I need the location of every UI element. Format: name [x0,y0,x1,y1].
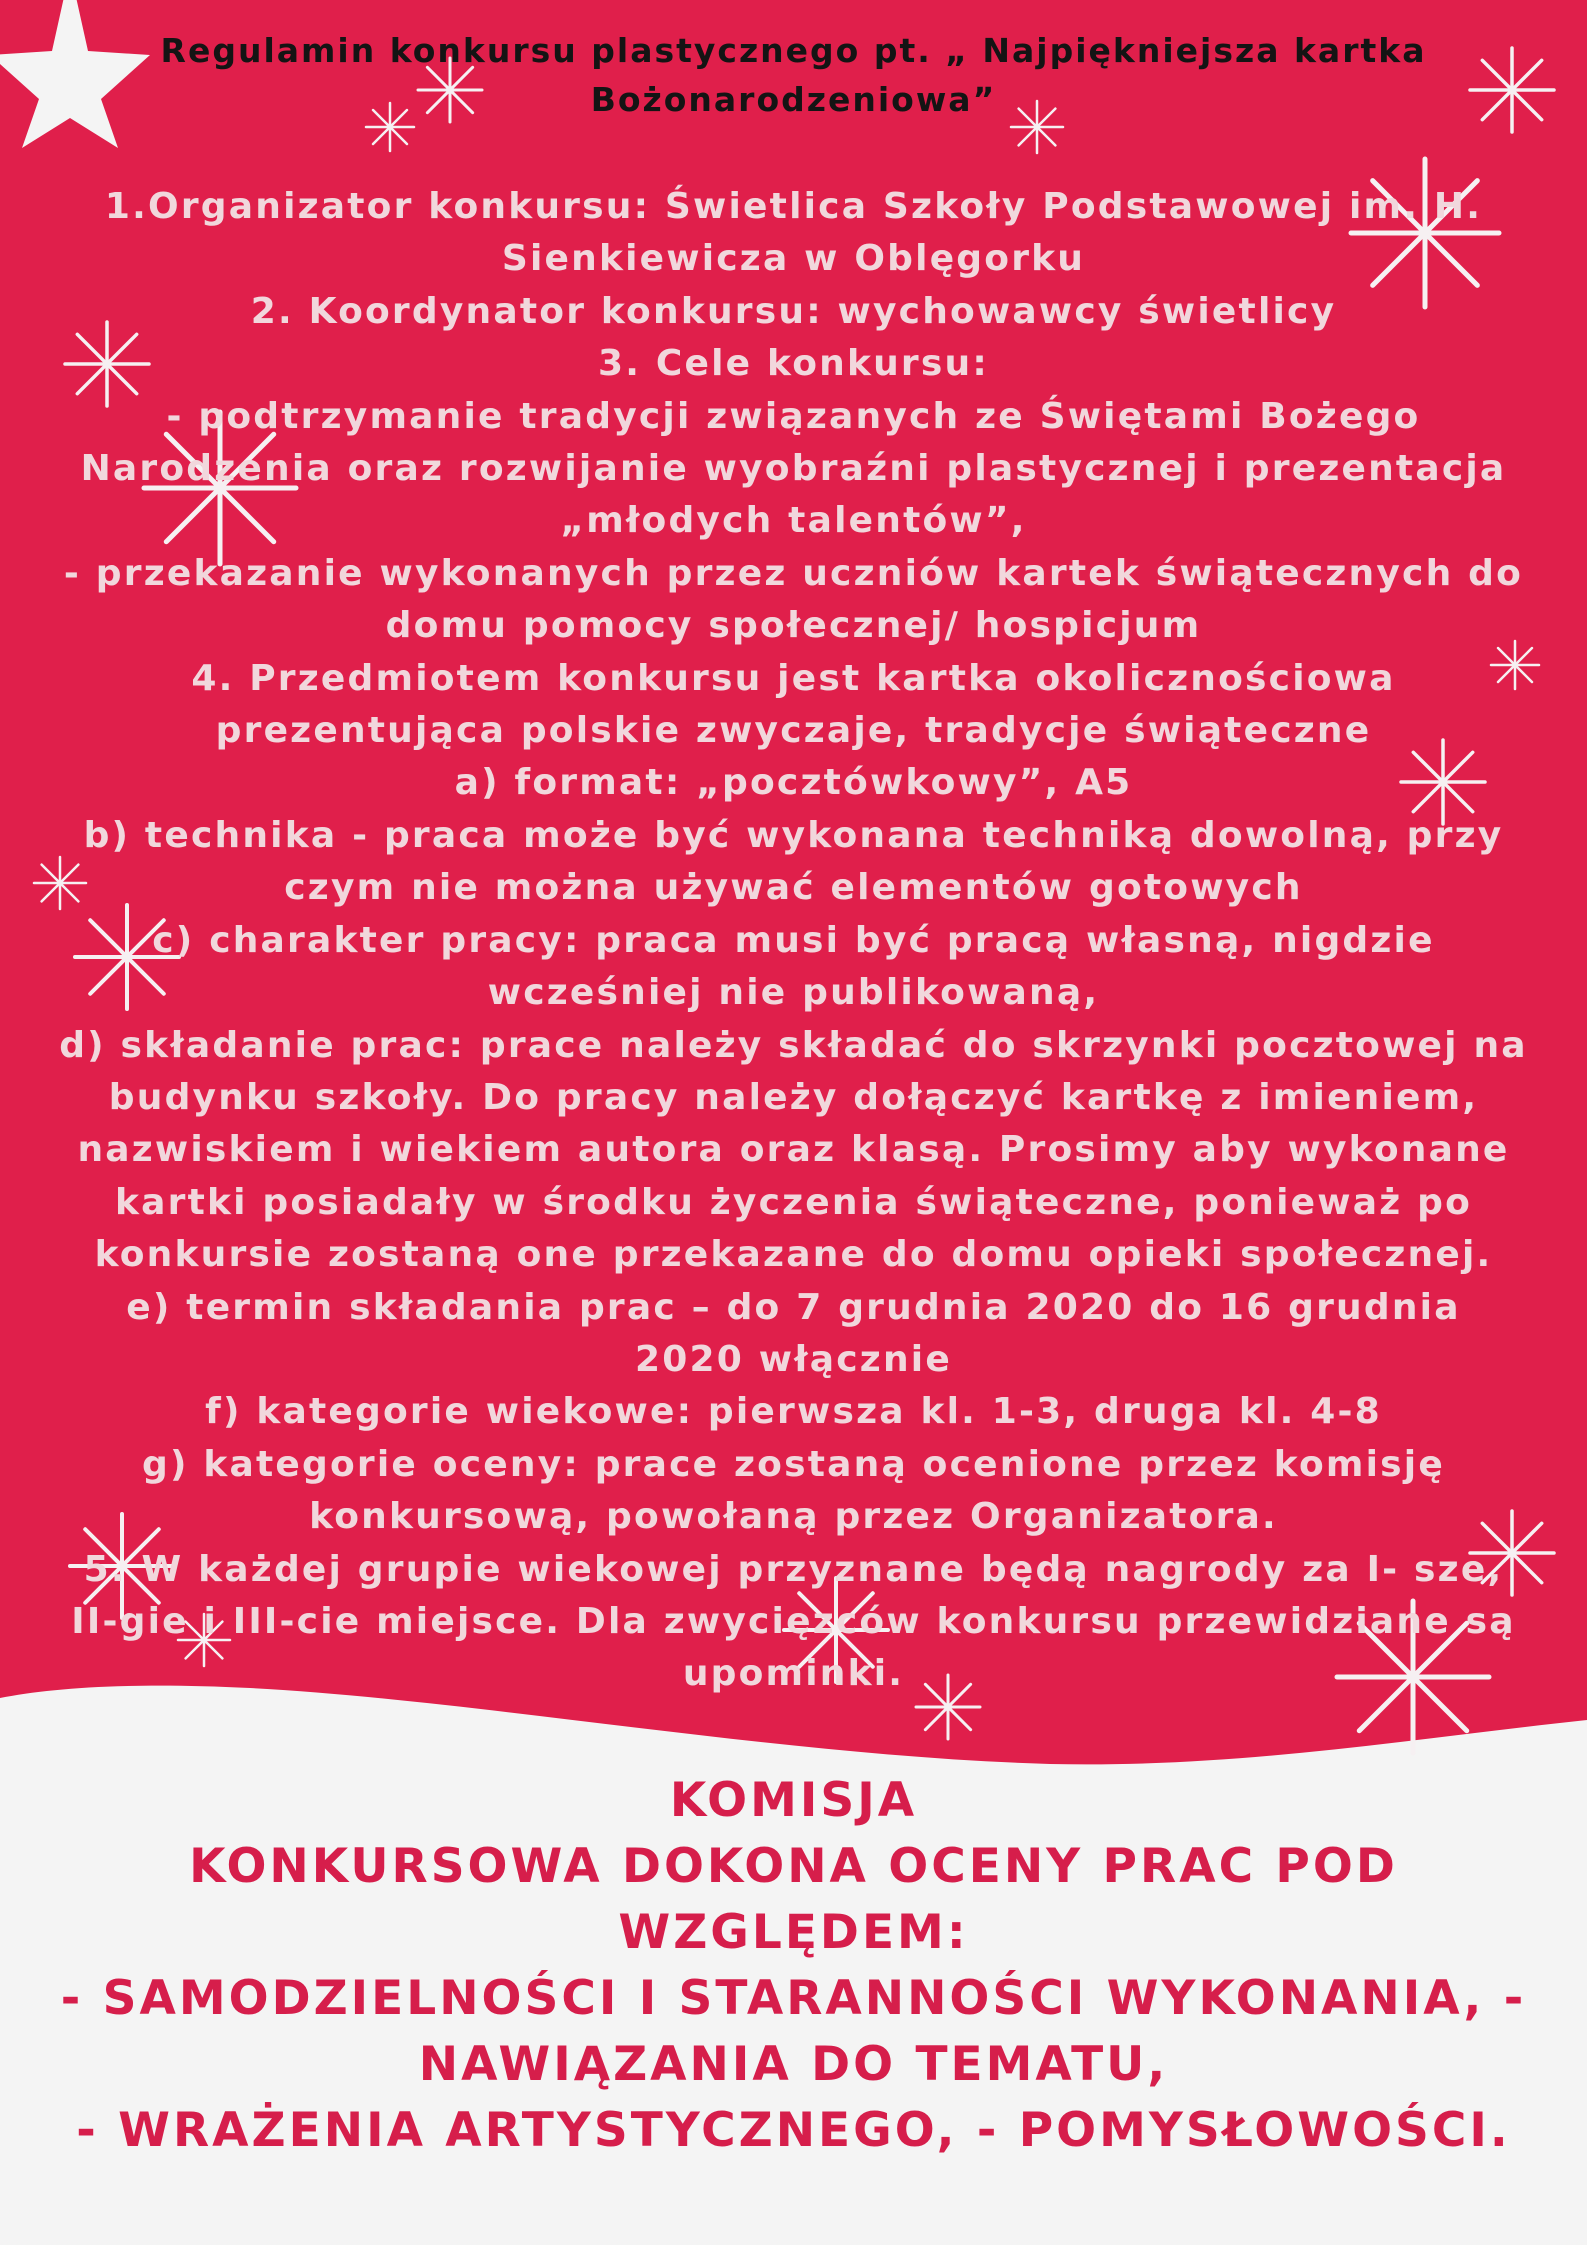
rules-line: e) termin składania prac – do 7 grudnia 2020 do 16 grudnia [126,1286,1461,1328]
rules-line: a) format: „pocztówkowy”, A5 [454,762,1133,804]
rules-line: d) składanie prac: prace należy składać do skrzynki pocztowej na [59,1024,1528,1066]
rules-line: b) technika - praca może być wykonana techniką dowolną, przy [83,814,1504,856]
rules-line: kartki posiadały w środku życzenia świąteczne, ponieważ po [114,1181,1472,1223]
jury-line: KOMISJA [669,1773,918,1828]
rules-line: 3. Cele konkursu: [598,343,989,385]
rules-line: konkursie zostaną one przekazane do domu opieki społecznej. [94,1234,1493,1276]
rules-line: czym nie można używać elementów gotowych [284,867,1303,909]
rules-line: prezentująca polskie zwyczaje, tradycje świąteczne [215,710,1372,752]
jury-criteria-text [0,1768,1587,2164]
rules-line: budynku szkoły. Do pracy należy dołączyć kartkę z imieniem, [108,1076,1479,1118]
rules-line: Narodzenia oraz rozwijanie wyobraźni plastycznej i prezentacja [80,448,1507,490]
page-title-line-2: Bożonarodzeniowa” [590,80,997,119]
rules-line: Sienkiewicza w Oblęgorku [501,238,1086,280]
jury-line: WZGLĘDEM: [618,1905,969,1960]
jury-line: NAWIĄZANIA DO TEMATU, [418,2037,1169,2092]
rules-line: II-gie i III-cie miejsce. Dla zwycięzców konkursu przewidziane są [71,1600,1516,1642]
rules-line: - podtrzymanie tradycji związanych ze Świętami Bożego [166,395,1421,437]
rules-line: 5. W każdej grupie wiekowej przyznane będą nagrody za I- sze, [83,1548,1504,1590]
rules-line: domu pomocy społecznej/ hospicjum [385,605,1202,647]
rules-line: 4. Przedmiotem konkursu jest kartka okolicznościowa [191,657,1396,699]
rules-line: wcześniej nie publikowaną, [487,972,1100,1014]
rules-line: „młodych talentów”, [560,500,1027,542]
page-title-line-1: Regulamin konkursu plastycznego pt. „ Najpiękniejsza kartka [160,31,1427,70]
rules-line: upominki. [682,1653,905,1695]
jury-line: - SAMODZIELNOŚCI I STARANNOŚCI WYKONANIA, - [60,1971,1527,2026]
rules-line: c) charakter pracy: praca musi być pracą własną, nigdzie [152,919,1435,961]
rules-line: - przekazanie wykonanych przez uczniów kartek świątecznych do [63,552,1524,594]
rules-line: g) kategorie oceny: prace zostaną ocenione przez komisję [142,1443,1445,1485]
rules-line: nazwiskiem i wiekiem autora oraz klasą. Prosimy aby wykonane [77,1129,1510,1171]
rules-line: 1.Organizator konkursu: Świetlica Szkoły Podstawowej im. H. [104,186,1483,227]
rules-text [0,181,1587,1701]
rules-line: 2020 włącznie [635,1338,952,1380]
jury-line: - WRAŻENIA ARTYSTYCZNEGO, - POMYSŁOWOŚCI. [76,2103,1511,2158]
rules-line: 2. Koordynator konkursu: wychowawcy świetlicy [250,290,1337,332]
rules-line: konkursową, powołaną przez Organizatora. [309,1496,1278,1538]
rules-line: f) kategorie wiekowe: pierwsza kl. 1-3, druga kl. 4-8 [205,1391,1382,1433]
jury-line: KONKURSOWA DOKONA OCENY PRAC POD [189,1839,1398,1894]
